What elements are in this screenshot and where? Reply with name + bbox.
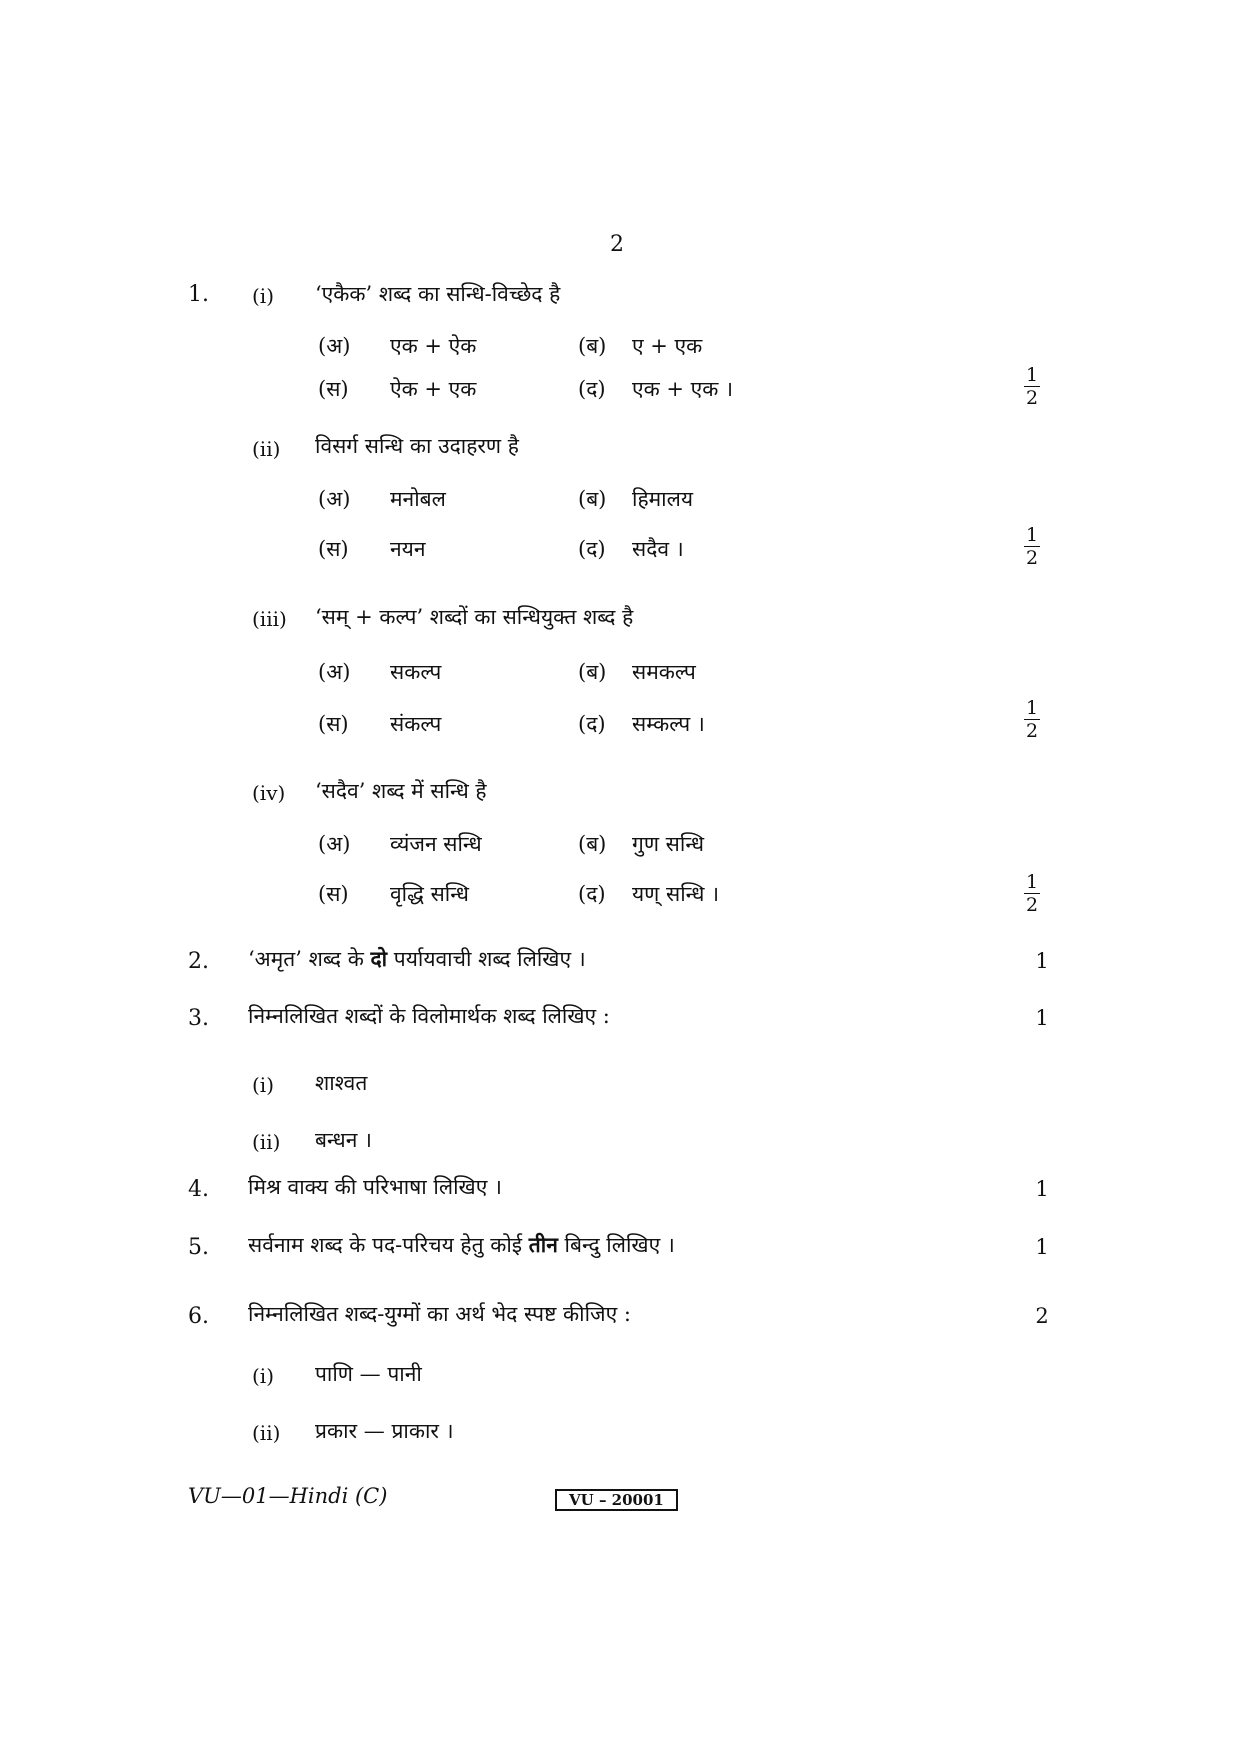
- option-mark: (ब): [578, 334, 607, 358]
- text-part: ‘अमृत’ शब्द के: [248, 947, 371, 971]
- text-part: बिन्दु लिखिए ।: [557, 1233, 675, 1257]
- option-text: व्यंजन सन्धि: [390, 832, 482, 856]
- item-text: पाणि — पानी: [315, 1362, 422, 1386]
- sub-label: (i): [252, 1073, 275, 1097]
- sub-label: (iv): [252, 781, 286, 805]
- option-mark: (द): [578, 882, 606, 906]
- text-part: पर्यायवाची शब्द लिखिए ।: [387, 947, 586, 971]
- option-text: सकल्प: [390, 660, 442, 684]
- option-text: एक + एक ।: [632, 377, 734, 401]
- marks: 1: [1035, 1177, 1049, 1201]
- question-text: निम्नलिखित शब्दों के विलोमार्थक शब्द लिखिए :: [248, 1004, 610, 1028]
- page-number: 2: [610, 232, 624, 257]
- marks: 1: [1035, 1006, 1049, 1030]
- option-mark: (अ): [318, 334, 351, 358]
- option-text: हिमालय: [632, 487, 694, 511]
- option-mark: (अ): [318, 832, 351, 856]
- question-text: [248, 1231, 675, 1259]
- option-text: नयन: [390, 537, 426, 561]
- option-text: मनोबल: [390, 487, 446, 511]
- option-text: संकल्प: [390, 712, 442, 736]
- marks-numerator: 1: [1025, 871, 1039, 893]
- option-text: समकल्प: [632, 660, 696, 684]
- option-text: सम्कल्प ।: [632, 712, 705, 736]
- item-text: शाश्वत: [315, 1071, 368, 1095]
- sub-label: (ii): [252, 437, 281, 461]
- bold-word: दो: [370, 946, 388, 971]
- marks: 2: [1035, 1304, 1049, 1328]
- marks: 1: [1035, 1235, 1049, 1259]
- marks-numerator: 1: [1025, 524, 1039, 546]
- marks-numerator: 1: [1025, 364, 1039, 386]
- option-text: यण् सन्धि ।: [632, 882, 720, 906]
- sub-label: (i): [252, 1364, 275, 1388]
- marks-fraction: [1017, 698, 1047, 741]
- question-text: ‘सम् + कल्प’ शब्दों का सन्धियुक्त शब्द है: [315, 605, 634, 629]
- option-mark: (स): [318, 377, 349, 401]
- question-text: निम्नलिखित शब्द-युग्मों का अर्थ भेद स्पष्ट कीजिए :: [248, 1302, 631, 1326]
- item-text: बन्धन ।: [315, 1128, 373, 1152]
- option-mark: (अ): [318, 660, 351, 684]
- marks-fraction: [1017, 365, 1047, 408]
- marks-fraction: [1017, 525, 1047, 568]
- question-number-3: 3.: [188, 1006, 209, 1031]
- marks-numerator: 1: [1025, 697, 1039, 719]
- marks-fraction: [1017, 872, 1047, 915]
- question-text: ‘सदैव’ शब्द में सन्धि है: [315, 779, 487, 803]
- item-text: प्रकार — प्राकार ।: [315, 1419, 454, 1443]
- question-number-5: 5.: [188, 1235, 209, 1260]
- option-text: एक + ऐक: [390, 334, 477, 358]
- option-mark: (द): [578, 712, 606, 736]
- option-mark: (ब): [578, 832, 607, 856]
- option-mark: (द): [578, 377, 606, 401]
- question-number-6: 6.: [188, 1304, 209, 1329]
- question-text: [248, 945, 586, 973]
- option-text: ऐक + एक: [390, 377, 477, 401]
- question-text: मिश्र वाक्य की परिभाषा लिखिए ।: [248, 1175, 502, 1199]
- question-text: ‘एकैक’ शब्द का सन्धि-विच्छेद है: [315, 282, 561, 306]
- option-mark: (ब): [578, 660, 607, 684]
- bold-word: तीन: [528, 1232, 558, 1257]
- marks: 1: [1035, 949, 1049, 973]
- marks-denominator: 2: [1025, 720, 1039, 742]
- question-number-1: 1.: [188, 282, 209, 307]
- option-mark: (स): [318, 537, 349, 561]
- option-mark: (ब): [578, 487, 607, 511]
- option-mark: (स): [318, 882, 349, 906]
- option-mark: (अ): [318, 487, 351, 511]
- option-text: सदैव ।: [632, 537, 684, 561]
- marks-denominator: 2: [1025, 387, 1039, 409]
- option-text: गुण सन्धि: [632, 832, 705, 856]
- option-mark: (द): [578, 537, 606, 561]
- question-text: विसर्ग सन्धि का उदाहरण है: [315, 434, 519, 458]
- option-text: ए + एक: [632, 334, 703, 358]
- text-part: सर्वनाम शब्द के पद-परिचय हेतु कोई: [248, 1233, 529, 1257]
- option-mark: (स): [318, 712, 349, 736]
- footer-paper-code: VU—01—Hindi (C): [188, 1484, 388, 1508]
- question-number-4: 4.: [188, 1177, 209, 1202]
- option-text: वृद्धि सन्धि: [390, 882, 469, 906]
- sub-label: (iii): [252, 607, 287, 631]
- marks-denominator: 2: [1025, 547, 1039, 569]
- question-number-2: 2.: [188, 949, 209, 974]
- sub-label: (i): [252, 284, 275, 308]
- sub-label: (ii): [252, 1421, 281, 1445]
- marks-denominator: 2: [1025, 894, 1039, 916]
- footer-exam-code: VU – 20001: [555, 1489, 678, 1511]
- sub-label: (ii): [252, 1130, 281, 1154]
